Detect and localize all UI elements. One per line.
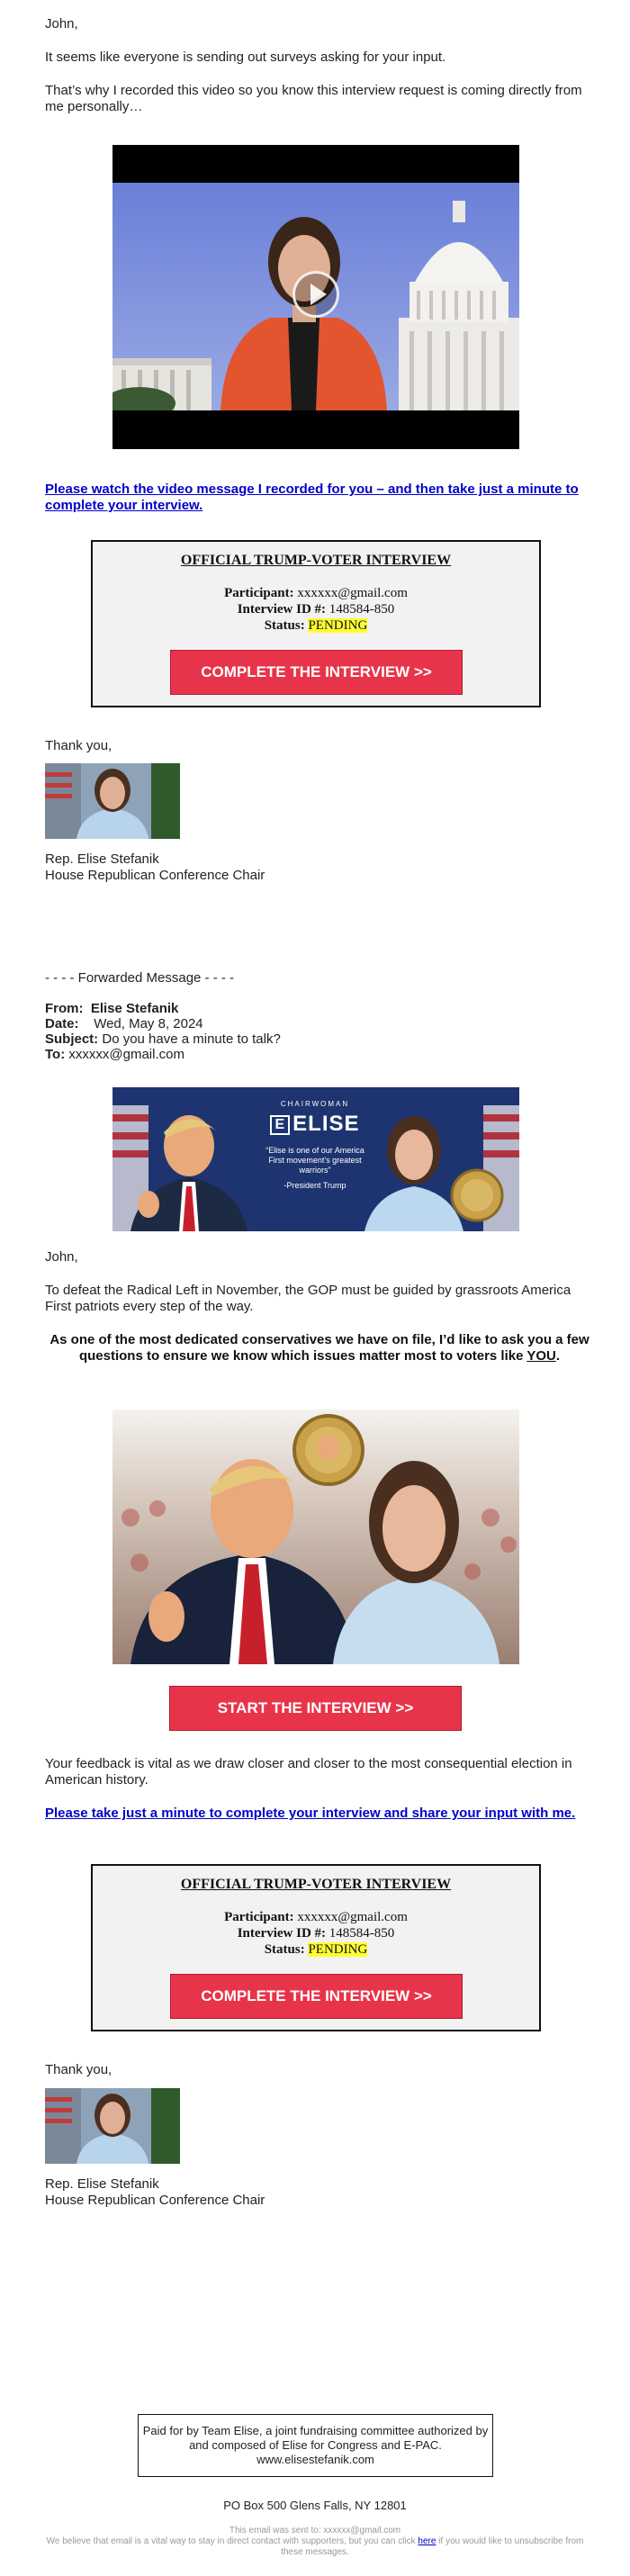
banner-small-label: CHAIRWOMAN (280, 1100, 350, 1108)
video-thumbnail (112, 183, 519, 410)
banner-attribution: -President Trump (284, 1181, 346, 1190)
signoff-2: Thank you, (45, 2062, 112, 2077)
signature-title-2: House Republican Conference Chair (45, 2193, 266, 2208)
play-icon (310, 284, 327, 305)
interview-id-label: Interview ID #: (237, 602, 327, 617)
signature-name: Rep. Elise Stefanik (45, 851, 159, 867)
interview-box-title: OFFICIAL TRUMP-VOTER INTERVIEW (180, 1877, 452, 1892)
complete-interview-link[interactable]: Please take just a minute to complete your interview and share your input with me. (45, 1806, 576, 1821)
participant-value: xxxxxx@gmail.com (297, 1910, 408, 1924)
participant-label: Participant: (224, 586, 294, 600)
interview-id-value: 148584-850 (328, 602, 395, 617)
from-value: Elise Stefanik (90, 1001, 179, 1016)
body-paragraph-2-text: As one of the most dedicated conservatives we have on file, I’d like to ask you a few questions to ensure we know which issues matter most to voters like (50, 1332, 590, 1364)
play-button[interactable] (292, 271, 339, 318)
unsubscribe-notice (45, 2536, 585, 2558)
status-badge: PENDING (308, 1942, 368, 1957)
complete-interview-button-2[interactable]: COMPLETE THE INTERVIEW >> (170, 1974, 463, 2019)
sent-to-notice: This email was sent to: xxxxxx@gmail.com (229, 2526, 401, 2535)
forwarded-meta (45, 1001, 281, 1062)
trump-elise-photo (112, 1410, 519, 1664)
campaign-banner (112, 1087, 519, 1231)
interview-box (91, 540, 541, 707)
signature-photo (45, 763, 180, 839)
body-paragraph-2: As one of the most dedicated conservatives we have on file, I’d like to ask you a few questions to ensure we know which issues matter most to voters like YOU. (50, 1332, 590, 1364)
footer-address: PO Box 500 Glens Falls, NY 12801 (223, 2499, 407, 2512)
intro-paragraph-2: That’s why I recorded this video so you know this interview request is coming directly from me personally… (45, 83, 582, 114)
unsubscribe-text-post: if you would like to unsubscribe from these messages. (281, 2536, 584, 2557)
start-interview-button[interactable]: START THE INTERVIEW >> (169, 1686, 462, 1731)
from-label: From: (45, 1001, 84, 1016)
signature-name-2: Rep. Elise Stefanik (45, 2176, 159, 2192)
status-badge: PENDING (308, 618, 368, 633)
interview-id-value: 148584-850 (328, 1926, 395, 1941)
unsubscribe-text-pre: We believe that email is a vital way to stay in direct contact with supporters, but you can click (46, 2536, 418, 2546)
banner-logo-text: ELISE (292, 1112, 360, 1136)
interview-details (93, 585, 539, 634)
paid-for-disclaimer (138, 2414, 493, 2477)
complete-interview-button[interactable]: COMPLETE THE INTERVIEW >> (170, 650, 463, 695)
participant-label: Participant: (224, 1910, 294, 1924)
to-label: To: (45, 1047, 66, 1062)
intro-paragraph-1: It seems like everyone is sending out surveys asking for your input. (45, 50, 446, 65)
greeting: John, (45, 16, 78, 32)
interview-box-2 (91, 1864, 541, 2031)
signature-title: House Republican Conference Chair (45, 868, 266, 883)
signoff: Thank you, (45, 738, 112, 753)
date-label: Date: (45, 1016, 79, 1031)
date-value: Wed, May 8, 2024 (94, 1016, 203, 1031)
banner-text (266, 1100, 364, 1190)
banner-logo-mark: E (270, 1115, 290, 1135)
body-paragraph-3: Your feedback is vital as we draw closer and closer to the most consequential election in American history. (45, 1756, 572, 1788)
unsubscribe-link[interactable]: here (418, 2536, 436, 2546)
subject-value: Do you have a minute to talk? (102, 1031, 281, 1047)
status-label: Status: (264, 618, 305, 633)
banner-logo (266, 1112, 364, 1137)
subject-label: Subject: (45, 1031, 99, 1047)
you-emphasis: YOU (526, 1348, 556, 1364)
body-paragraph-1: To defeat the Radical Left in November, the GOP must be guided by grassroots America First patriots every step of the way. (45, 1283, 572, 1314)
video-player[interactable] (112, 145, 519, 449)
paid-for-text: Paid for by Team Elise, a joint fundraising committee authorized by and composed of Elise for Congress and E-PAC. www.elisestefanik.com (142, 2424, 489, 2466)
interview-box-title: OFFICIAL TRUMP-VOTER INTERVIEW (180, 553, 452, 568)
forwarded-header: - - - - Forwarded Message - - - - (45, 970, 235, 986)
interview-id-label: Interview ID #: (237, 1926, 327, 1941)
to-value: xxxxxx@gmail.com (68, 1047, 184, 1062)
signature-photo-2 (45, 2088, 180, 2164)
status-label: Status: (264, 1942, 305, 1957)
banner-quote: “Elise is one of our America First movement’s greatest warriors” (266, 1146, 364, 1175)
body-greeting: John, (45, 1249, 78, 1265)
interview-details (93, 1909, 539, 1958)
participant-value: xxxxxx@gmail.com (297, 586, 408, 600)
watch-video-link[interactable]: Please watch the video message I recorded for you – and then take just a minute to complete your interview. (45, 482, 579, 513)
